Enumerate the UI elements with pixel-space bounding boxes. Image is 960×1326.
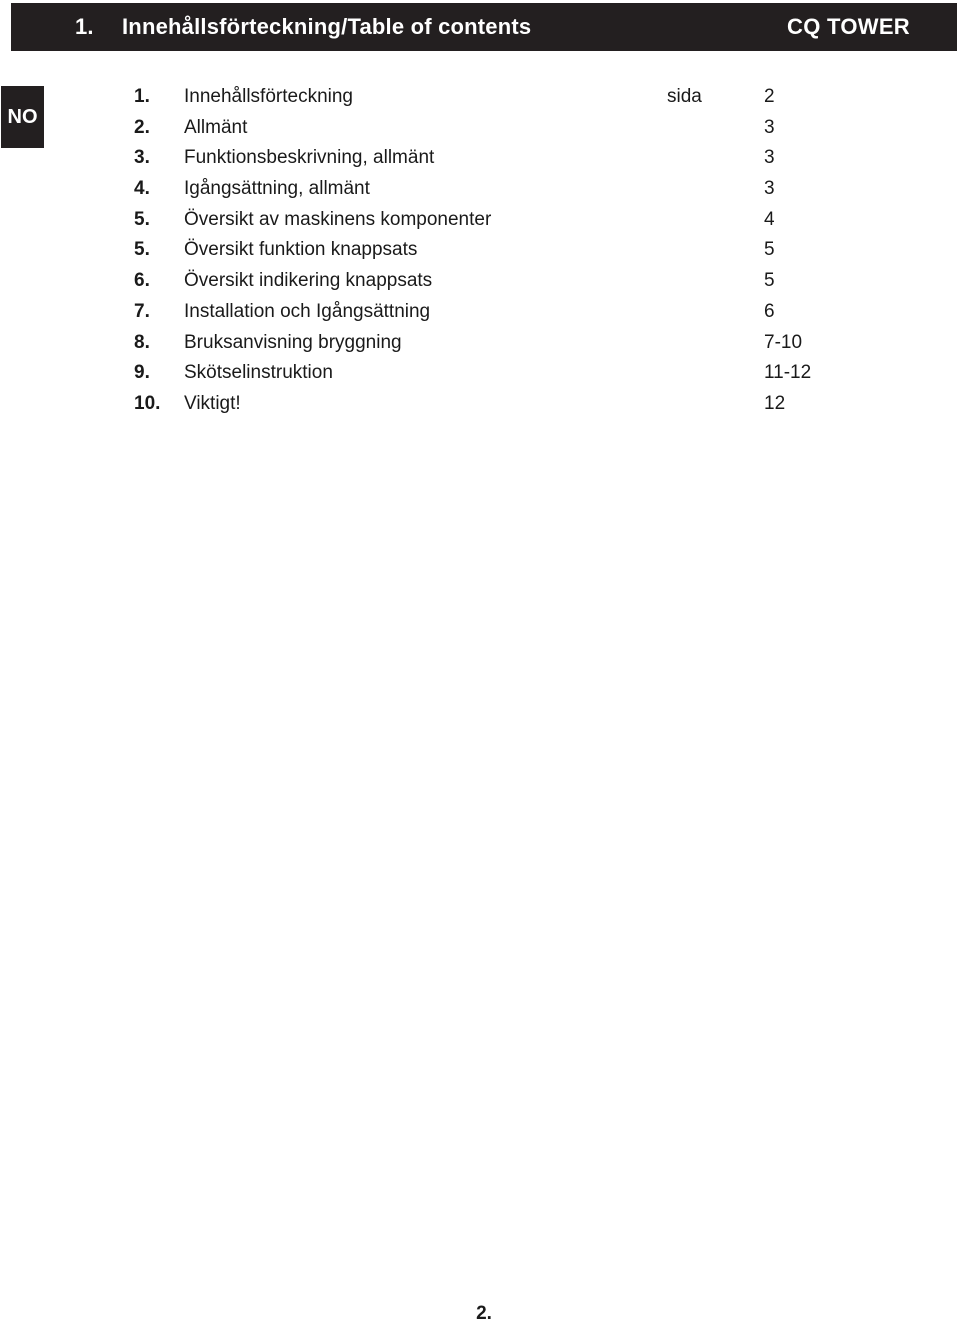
- toc-row[interactable]: [0, 389, 960, 420]
- toc-item-title: Viktigt!: [184, 392, 241, 414]
- toc-item-title: Funktionsbeskrivning, allmänt: [184, 147, 435, 169]
- toc-item-title: Skötselinstruktion: [184, 362, 333, 384]
- toc-item-page: 3: [764, 178, 775, 200]
- page-number: 2.: [476, 1303, 492, 1324]
- toc-item-title: Översikt funktion knappsats: [184, 239, 418, 261]
- toc-item-number: 1.: [134, 86, 150, 107]
- section-number: 1.: [75, 14, 94, 39]
- toc-item-page: 6: [764, 300, 775, 322]
- toc-item-number: 9.: [134, 362, 150, 384]
- toc-row[interactable]: [0, 266, 960, 297]
- page-column-label: sida: [667, 86, 702, 107]
- toc-item-page: 12: [764, 392, 786, 414]
- toc-item-page: 7-10: [764, 331, 803, 353]
- toc-item-number: 5.: [134, 208, 150, 230]
- toc-item-page: 5: [764, 239, 775, 261]
- toc-item-page: 11-12: [764, 362, 812, 384]
- toc-row[interactable]: [0, 82, 960, 113]
- toc-row[interactable]: [0, 235, 960, 266]
- toc-row[interactable]: [0, 143, 960, 174]
- toc-item-number: 3.: [134, 147, 150, 169]
- toc-item-title: Igångsättning, allmänt: [184, 178, 370, 200]
- toc-item-title: Allmänt: [184, 116, 248, 138]
- section-header-bar: [11, 3, 957, 51]
- toc-row[interactable]: [0, 358, 960, 389]
- product-name: CQ TOWER: [787, 14, 910, 39]
- language-badge: NO: [1, 86, 44, 148]
- section-title: [75, 14, 531, 40]
- toc-item-page: 5: [764, 270, 775, 292]
- toc-row[interactable]: [0, 205, 960, 236]
- toc-item-title: Innehållsförteckning: [184, 86, 353, 107]
- toc-item-page: 3: [764, 147, 775, 169]
- toc-row[interactable]: [0, 113, 960, 144]
- toc-item-number: 2.: [134, 116, 150, 138]
- toc-item-title: Översikt av maskinens komponenter: [184, 208, 492, 230]
- toc-item-number: 4.: [134, 178, 150, 200]
- toc-item-number: 7.: [134, 300, 150, 322]
- toc-item-page: 2: [764, 86, 775, 107]
- toc-item-page: 3: [764, 116, 775, 138]
- toc-item-title: Installation och Igångsättning: [184, 300, 431, 322]
- toc-item-number: 8.: [134, 331, 150, 353]
- toc-row[interactable]: [0, 297, 960, 328]
- section-title-text: Innehållsförteckning/Table of contents: [122, 14, 532, 39]
- toc-row[interactable]: [0, 174, 960, 205]
- toc-item-number: 5.: [134, 239, 150, 261]
- toc-row[interactable]: [0, 328, 960, 359]
- toc-item-number: 10.: [134, 392, 161, 414]
- toc-item-page: 4: [764, 208, 775, 230]
- toc-item-title: Översikt indikering knappsats: [184, 270, 433, 292]
- table-of-contents: [0, 82, 960, 420]
- toc-item-title: Bruksanvisning bryggning: [184, 331, 402, 353]
- toc-item-number: 6.: [134, 270, 150, 292]
